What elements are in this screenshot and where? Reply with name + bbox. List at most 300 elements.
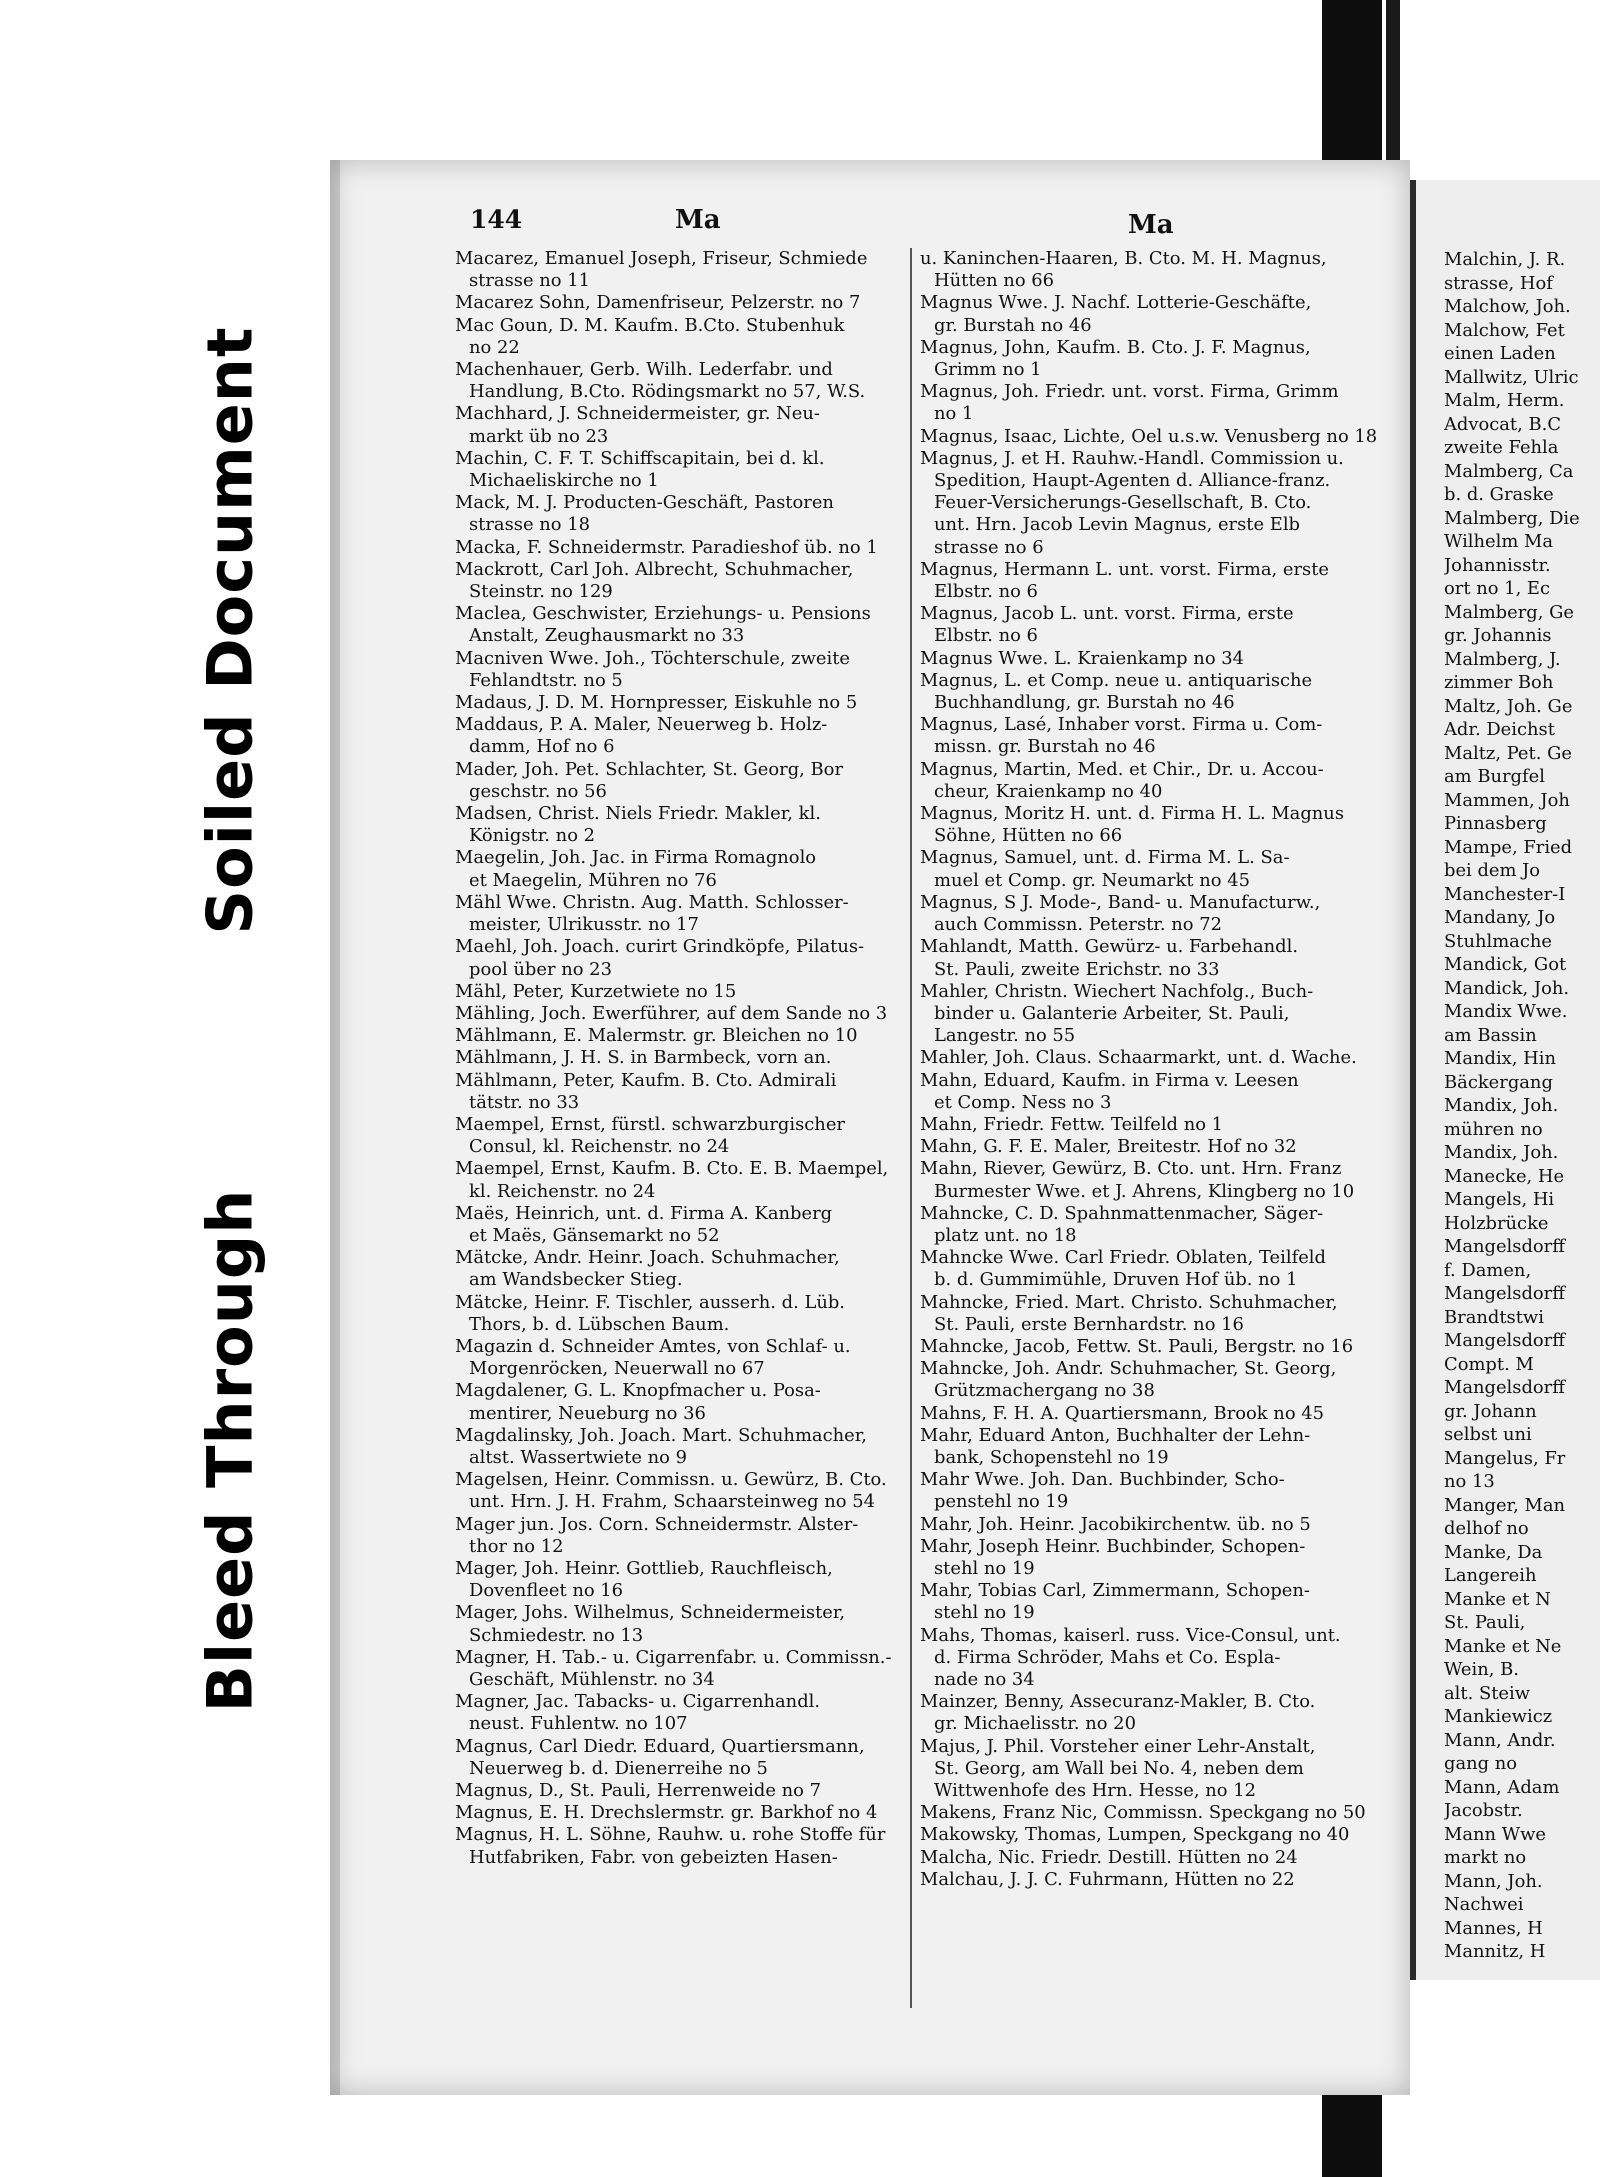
facing-line: Manchester-I [1444,883,1566,905]
facing-column [1444,248,1600,1964]
facing-line: no 13 [1444,1471,1495,1492]
entry-line: Magnus, J. et H. Rauhw.-Handl. Commission u. [920,447,1344,469]
directory-entry [455,1114,910,1158]
directory-entry [920,559,1365,603]
entry-continuation: et Comp. Ness no 3 [934,1091,1112,1113]
directory-entry [455,714,910,758]
entry-line: Mahncke, Joh. Andr. Schuhmacher, St. Georg, [920,1358,1337,1380]
directory-entry [920,1403,1365,1425]
directory-entry [920,1625,1365,1692]
entry-line: Mahn, Eduard, Kaufm. in Firma v. Leesen [920,1069,1299,1091]
entry-line: Mahr, Joh. Heinr. Jacobikirchentw. üb. no 5 [920,1513,1311,1535]
soiled-document-label [182,310,278,950]
entry-line: Magnus, S J. Mode-, Band- u. Manufacturw., [920,891,1321,913]
facing-line: einen Laden [1444,343,1556,364]
directory-entry [455,1380,910,1424]
entry-continuation: tätstr. no 33 [469,1091,580,1113]
entry-continuation: unt. Hrn. J. H. Frahm, Schaarsteinweg no 54 [469,1491,875,1513]
directory-entry [920,803,1365,847]
entry-continuation: no 22 [469,336,520,358]
facing-line: zimmer Boh [1444,672,1554,693]
entry-line: Magnus, E. H. Drechslermstr. gr. Barkhof no 4 [455,1802,878,1824]
directory-entry [455,1824,910,1868]
entry-line: Magnus, L. et Comp. neue u. antiquarische [920,669,1313,691]
facing-line: Malchin, J. R. [1444,249,1566,270]
entry-line: Maclea, Geschwister, Erziehungs- u. Pensions [455,603,871,625]
directory-entry [455,359,910,403]
facing-line: Mandany, Jo [1444,907,1556,928]
entry-continuation: d. Firma Schröder, Mahs et Co. Espla- [934,1646,1281,1668]
entry-continuation: Feuer-Versicherungs-Gesellschaft, B. Cto. [934,492,1312,514]
entry-line: Makens, Franz Nic, Commissn. Speckgang no 50 [920,1802,1366,1824]
facing-line: Mangelsdorff [1444,1330,1565,1351]
entry-continuation: Consul, kl. Reichenstr. no 24 [469,1136,730,1158]
facing-line: Manke, Da [1444,1541,1543,1563]
entry-line: Mahlandt, Matth. Gewürz- u. Farbehandl. [920,936,1299,958]
entry-line: Mahr Wwe. Joh. Dan. Buchbinder, Scho- [920,1469,1285,1491]
entry-continuation: Neuerweg b. d. Dienerreihe no 5 [469,1757,768,1779]
directory-entry [455,1336,910,1380]
facing-line: Mann, Joh. [1444,1870,1543,1892]
facing-line: Malmberg, Die [1444,507,1580,529]
entry-continuation: altst. Wassertwiete no 9 [469,1446,687,1468]
directory-entry [920,1247,1365,1291]
entry-line: Mack, M. J. Producten-Geschäft, Pastoren [455,492,834,514]
directory-entry [455,1602,910,1646]
entry-continuation: et Maës, Gänsemarkt no 52 [469,1224,720,1246]
entry-continuation: platz unt. no 18 [934,1224,1077,1246]
entry-line: Maddaus, P. A. Maler, Neuerweg b. Holz- [455,714,828,736]
facing-line: b. d. Graske [1444,484,1554,505]
facing-line: Mangelsdorff [1444,1236,1565,1257]
entry-line: Mahr, Tobias Carl, Zimmermann, Schopen- [920,1580,1310,1602]
entry-continuation: penstehl no 19 [934,1491,1069,1513]
entry-line: Magnus, Moritz H. unt. d. Firma H. L. Magnus [920,803,1345,825]
entry-line: Magnus Wwe. L. Kraienkamp no 34 [920,647,1245,669]
facing-line: Malmberg, J. [1444,648,1561,670]
entry-line: u. Kaninchen-Haaren, B. Cto. M. H. Magnus, [920,248,1327,269]
entry-line: Macarez Sohn, Damenfriseur, Pelzerstr. no 7 [455,292,861,314]
directory-entry [455,648,910,692]
facing-line: Mankiewicz [1444,1706,1553,1727]
entry-line: Malcha, Nic. Friedr. Destill. Hütten no 24 [920,1846,1298,1868]
entry-line: Mager, Johs. Wilhelmus, Schneidermeister, [455,1602,846,1624]
directory-entry [455,559,910,603]
directory-entry [455,537,910,559]
entry-continuation: Burmester Wwe. et J. Ahrens, Klingberg no 10 [934,1180,1355,1202]
directory-entry [920,1580,1365,1624]
directory-entry [455,403,910,447]
entry-line: Maempel, Ernst, fürstl. schwarzburgischer [455,1113,845,1135]
entry-line: Mac Goun, D. M. Kaufm. B.Cto. Stubenhuk [455,314,845,336]
directory-entry [920,1691,1365,1735]
facing-line: Malchow, Fet [1444,319,1565,341]
directory-entry [920,381,1365,425]
facing-line: Mandick, Got [1444,954,1567,975]
directory-entry [455,1514,910,1558]
facing-line: Mallwitz, Ulric [1444,366,1579,388]
entry-continuation: Buchhandlung, gr. Burstah no 46 [934,692,1235,714]
directory-entry [455,1691,910,1735]
entry-continuation: Königstr. no 2 [469,825,596,847]
entry-continuation: Wittwenhofe des Hrn. Hesse, no 12 [934,1780,1257,1802]
directory-entry [455,1736,910,1780]
facing-line: Wilhelm Ma [1444,531,1553,552]
entry-continuation: am Wandsbecker Stieg. [469,1269,683,1291]
entry-continuation: St. Pauli, zweite Erichstr. no 33 [934,958,1220,980]
entry-line: Malchau, J. J. C. Fuhrmann, Hütten no 22 [920,1868,1295,1890]
entry-line: Mahr, Eduard Anton, Buchhalter der Lehn- [920,1424,1311,1446]
entry-continuation: unt. Hrn. Jacob Levin Magnus, erste Elb [934,514,1300,536]
directory-entry [920,759,1365,803]
facing-line: Manke et N [1444,1588,1551,1610]
directory-entry [920,648,1365,670]
left-column [455,248,910,1869]
entry-line: Magner, Jac. Tabacks- u. Cigarrenhandl. [455,1691,821,1713]
entry-continuation: damm, Hof no 6 [469,736,615,758]
entry-line: Magnus, Hermann L. unt. vorst. Firma, erste [920,558,1329,580]
page-number: 144 [470,205,523,234]
entry-line: Magazin d. Schneider Amtes, von Schlaf- u. [455,1335,851,1357]
facing-line: Mangelsdorff [1444,1283,1565,1304]
entry-line: Mahncke, Jacob, Fettw. St. Pauli, Bergstr. no 16 [920,1335,1354,1357]
facing-line: Mandix Wwe. [1444,1001,1568,1022]
facing-line: Mannes, H [1444,1917,1543,1939]
entry-continuation: geschstr. no 56 [469,780,607,802]
entry-continuation: Thors, b. d. Lübschen Baum. [469,1313,730,1335]
facing-line: Mammen, Joh [1444,789,1570,811]
directory-entry [920,1114,1365,1136]
facing-line: Johannisstr. [1444,554,1551,576]
directory-entry [920,1802,1365,1824]
directory-entry [920,1469,1365,1513]
entry-line: Maës, Heinrich, unt. d. Firma A. Kanberg [455,1202,833,1224]
directory-entry [920,892,1365,936]
bleed-through-label [182,1170,278,1730]
facing-line: Maltz, Joh. Ge [1444,695,1573,717]
entry-line: Mählmann, Peter, Kaufm. B. Cto. Admirali [455,1069,837,1091]
entry-line: Maegelin, Joh. Jac. in Firma Romagnolo [455,847,817,869]
facing-line: gr. Johannis [1444,625,1552,646]
directory-entry [920,448,1365,559]
directory-entry [455,315,910,359]
entry-line: Mahncke, C. D. Spahnmattenmacher, Säger- [920,1202,1324,1224]
facing-line: Manecke, He [1444,1165,1565,1187]
directory-entry [920,337,1365,381]
entry-continuation: gr. Burstah no 46 [934,314,1092,336]
directory-entry [920,1514,1365,1536]
directory-entry [455,936,910,980]
facing-line: Stuhlmache [1444,930,1552,952]
entry-line: Macka, F. Schneidermstr. Paradieshof üb. no 1 [455,536,878,558]
entry-line: Mager jun. Jos. Corn. Schneidermstr. Alster- [455,1513,859,1535]
entry-line: Magnus, John, Kaufm. B. Cto. J. F. Magnus, [920,336,1311,358]
entry-line: Mager, Joh. Heinr. Gottlieb, Rauchfleisch, [455,1557,833,1579]
entry-continuation: Geschäft, Mühlenstr. no 34 [469,1669,715,1690]
directory-entry [455,448,910,492]
entry-continuation: neust. Fuhlentw. no 107 [469,1713,688,1735]
facing-line: Maltz, Pet. Ge [1444,742,1572,764]
entry-line: Mähl, Peter, Kurzetwiete no 15 [455,980,737,1002]
entry-line: Magnus, Samuel, unt. d. Firma M. L. Sa- [920,847,1290,869]
facing-line: bei dem Jo [1444,860,1541,881]
entry-line: Mählmann, E. Malermstr. gr. Bleichen no 10 [455,1025,858,1047]
entry-line: Mainzer, Benny, Assecuranz-Makler, B. Cto. [920,1691,1316,1713]
directory-entry [455,981,910,1003]
entry-line: Mähling, Joch. Ewerführer, auf dem Sande no 3 [455,1002,888,1024]
entry-line: Magnus, D., St. Pauli, Herrenweide no 7 [455,1780,821,1802]
facing-line: Mann, Andr. [1444,1729,1556,1751]
entry-continuation: kl. Reichenstr. no 24 [469,1180,656,1202]
entry-continuation: Hütten no 66 [934,270,1055,292]
facing-line: Jacobstr. [1444,1800,1523,1821]
directory-entry [920,1292,1365,1336]
entry-continuation: Elbstr. no 6 [934,625,1038,647]
entry-line: Magdalener, G. L. Knopfmacher u. Posa- [455,1380,821,1402]
column-header-right: Ma [1128,210,1174,240]
facing-line: am Bassin [1444,1024,1537,1046]
facing-line: Mandix, Joh. [1444,1142,1559,1163]
entry-continuation: Schmiedestr. no 13 [469,1624,644,1646]
entry-line: Mahns, F. H. A. Quartiersmann, Brook no 45 [920,1402,1325,1424]
directory-entry [455,603,910,647]
entry-line: Magnus, Lasé, Inhaber vorst. Firma u. Com- [920,714,1323,736]
entry-continuation: Langestr. no 55 [934,1025,1076,1047]
entry-continuation: pool über no 23 [469,958,612,980]
directory-entry [455,1802,910,1824]
directory-entry [455,1070,910,1114]
facing-line: Advocat, B.C [1444,413,1562,435]
directory-entry [455,1047,910,1069]
facing-line: alt. Steiw [1444,1682,1531,1704]
entry-continuation: strasse no 6 [934,536,1044,558]
directory-entry [455,759,910,803]
facing-line: Nachwei [1444,1894,1524,1915]
directory-entry [455,803,910,847]
entry-line: Mahn, Riever, Gewürz, B. Cto. unt. Hrn. Franz [920,1158,1342,1180]
entry-continuation: markt üb no 23 [469,425,609,447]
entry-continuation: strasse no 11 [469,270,590,292]
entry-line: Magnus, Jacob L. unt. vorst. Firma, erste [920,603,1294,625]
entry-continuation: Spedition, Haupt-Agenten d. Alliance-franz. [934,470,1331,492]
facing-line: Compt. M [1444,1353,1534,1375]
facing-line: Malchow, Joh. [1444,296,1571,317]
directory-entry [920,1847,1365,1869]
entry-continuation: Söhne, Hütten no 66 [934,825,1123,847]
entry-line: Mahs, Thomas, kaiserl. russ. Vice-Consul, unt. [920,1624,1341,1646]
entry-continuation: stehl no 19 [934,1557,1035,1579]
entry-line: Mahn, G. F. E. Maler, Breitestr. Hof no 32 [920,1136,1297,1158]
entry-continuation: cheur, Kraienkamp no 40 [934,780,1163,802]
entry-line: Madsen, Christ. Niels Friedr. Makler, kl. [455,803,821,825]
directory-entry [920,847,1365,891]
directory-entry [920,1425,1365,1469]
entry-continuation: Grimm no 1 [934,359,1042,381]
directory-entry [920,1869,1365,1891]
entry-line: Mätcke, Heinr. F. Tischler, ausserh. d. Lüb. [455,1291,845,1313]
entry-line: Makowsky, Thomas, Lumpen, Speckgang no 40 [920,1824,1350,1846]
facing-line: delhof no [1444,1518,1529,1539]
directory-entry [455,492,910,536]
directory-entry [455,248,910,292]
facing-line: Mandick, Joh. [1444,977,1570,999]
facing-line: Manke et Ne [1444,1635,1562,1657]
entry-line: Mackrott, Carl Joh. Albrecht, Schuhmacher, [455,558,854,580]
directory-entry [920,1736,1365,1803]
entry-continuation: St. Georg, am Wall bei No. 4, neben dem [934,1757,1304,1779]
entry-continuation: Anstalt, Zeughausmarkt no 33 [469,625,745,647]
directory-entry [920,981,1365,1048]
entry-continuation: Handlung, B.Cto. Rödingsmarkt no 57, W.S. [469,381,866,403]
entry-line: Magdalinsky, Joh. Joach. Mart. Schuhmacher, [455,1424,867,1446]
entry-line: Mahler, Christn. Wiechert Nachfolg., Buch- [920,980,1314,1002]
entry-line: Magelsen, Heinr. Commissn. u. Gewürz, B. Cto. [455,1469,887,1491]
entry-line: Magnus, H. L. Söhne, Rauhw. u. rohe Stoffe für [455,1824,886,1846]
entry-line: Mahncke, Fried. Mart. Christo. Schuhmacher, [920,1291,1338,1313]
directory-entry [455,1247,910,1291]
entry-line: Mahler, Joh. Claus. Schaarmarkt, unt. d. Wache. [920,1047,1357,1069]
directory-entry [920,292,1365,336]
entry-continuation: bank, Schopenstehl no 19 [934,1446,1169,1468]
facing-line: St. Pauli, [1444,1612,1526,1633]
facing-line: Mampe, Fried [1444,836,1573,858]
facing-line: Malmberg, Ge [1444,601,1574,623]
entry-continuation: thor no 12 [469,1535,564,1557]
facing-line: strasse, Hof [1444,272,1553,294]
entry-continuation: Dovenfleet no 16 [469,1580,624,1602]
directory-entry [920,670,1365,714]
entry-line: Magnus Wwe. J. Nachf. Lotterie-Geschäfte, [920,292,1312,314]
entry-continuation: gr. Michaelisstr. no 20 [934,1713,1136,1735]
directory-entry [920,1158,1365,1202]
entry-line: Mählmann, J. H. S. in Barmbeck, vorn an. [455,1047,832,1069]
bleed-through-text: Bleed Through [193,1188,267,1712]
directory-entry [455,1003,910,1025]
directory-entry [455,1425,910,1469]
facing-line: Mangelsdorff [1444,1377,1565,1398]
entry-line: Maehl, Joh. Joach. curirt Grindköpfe, Pilatus- [455,936,865,958]
entry-line: Magnus, Isaac, Lichte, Oel u.s.w. Venusberg no 18 [920,425,1378,447]
facing-line: Mandix, Joh. [1444,1095,1559,1116]
entry-continuation: auch Commissn. Peterstr. no 72 [934,914,1223,936]
entry-continuation: nade no 34 [934,1669,1035,1690]
directory-entry [920,1136,1365,1158]
facing-line: Mangels, Hi [1444,1189,1555,1210]
entry-line: Magnus, Carl Diedr. Eduard, Quartiersmann, [455,1735,865,1757]
facing-line: Mandix, Hin [1444,1048,1556,1069]
facing-line: mühren no [1444,1118,1543,1140]
directory-entry [455,292,910,314]
directory-entry [455,1292,910,1336]
entry-continuation: St. Pauli, erste Bernhardstr. no 16 [934,1313,1244,1335]
entry-continuation: Fehlandtstr. no 5 [469,669,623,691]
right-column [910,248,1378,2008]
facing-line: markt no [1444,1847,1527,1868]
directory-entry [920,1336,1365,1358]
directory-entry [455,1558,910,1602]
entry-continuation: Michaeliskirche no 1 [469,470,659,492]
entry-continuation: strasse no 18 [469,514,590,536]
soiled-document-text: Soiled Document [193,325,267,935]
facing-line: Malmberg, Ca [1444,460,1574,482]
directory-entry [920,1358,1365,1402]
entry-line: Maempel, Ernst, Kaufm. B. Cto. E. B. Maempel, [455,1158,889,1180]
directory-entry [455,1647,910,1691]
entry-continuation: Steinstr. no 129 [469,581,613,603]
directory-entry [920,425,1378,448]
entry-line: Mahr, Joseph Heinr. Buchbinder, Schopen- [920,1535,1306,1557]
facing-line: gr. Johann [1444,1400,1537,1422]
facing-line: am Burgfel [1444,766,1545,787]
entry-line: Magner, H. Tab.- u. Cigarrenfabr. u. Commissn.- [455,1646,892,1668]
entry-line: Mätcke, Andr. Heinr. Joach. Schuhmacher, [455,1247,840,1269]
directory-entry [455,1025,910,1047]
entry-continuation: no 1 [934,403,974,425]
directory-entry [455,1469,910,1513]
entry-continuation: Grützmachergang no 38 [934,1380,1155,1402]
entry-line: Machhard, J. Schneidermeister, gr. Neu- [455,403,820,425]
directory-entry [455,1780,910,1802]
entry-line: Machin, C. F. T. Schiffscapitain, bei d. kl. [455,447,825,469]
entry-line: Majus, J. Phil. Vorsteher einer Lehr-Anstalt, [920,1735,1316,1757]
facing-line: Mannitz, H [1444,1941,1546,1962]
entry-line: Magnus, Martin, Med. et Chir., Dr. u. Accou- [920,758,1324,780]
directory-entry [920,936,1365,980]
facing-line: Adr. Deichst [1444,719,1555,740]
directory-entry [455,1203,910,1247]
facing-line: gang no [1444,1753,1518,1774]
entry-line: Mader, Joh. Pet. Schlachter, St. Georg, Bor [455,758,843,780]
directory-entry [920,1536,1365,1580]
entry-line: Mähl Wwe. Christn. Aug. Matth. Schlosser- [455,891,849,913]
directory-entry [455,1158,910,1202]
facing-line: ort no 1, Ec [1444,578,1551,599]
entry-continuation: binder u. Galanterie Arbeiter, St. Pauli, [934,1002,1290,1024]
directory-entry [455,692,910,714]
entry-line: Madaus, J. D. M. Hornpresser, Eiskuhle no 5 [455,692,858,714]
facing-line: Pinnasberg [1444,813,1547,834]
facing-line: Bäckergang [1444,1071,1553,1093]
facing-line: Langereih [1444,1565,1537,1586]
entry-line: Machenhauer, Gerb. Wilh. Lederfabr. und [455,359,833,381]
entry-continuation: et Maegelin, Mühren no 76 [469,869,717,891]
directory-entry [920,1203,1365,1247]
entry-continuation: mentirer, Neueburg no 36 [469,1402,706,1424]
directory-entry [920,603,1365,647]
directory-entry [455,847,910,891]
column-header-left: Ma [675,205,721,235]
entry-line: Macniven Wwe. Joh., Töchterschule, zweite [455,647,850,669]
directory-entry [920,1047,1365,1069]
entry-continuation: Morgenröcken, Neuerwall no 67 [469,1358,765,1380]
entry-continuation: meister, Ulrikusstr. no 17 [469,914,699,936]
directory-entry [920,1824,1365,1846]
entry-line: Magnus, Joh. Friedr. unt. vorst. Firma, Grimm [920,381,1339,403]
entry-continuation: Hutfabriken, Fabr. von gebeizten Hasen- [469,1846,838,1868]
entry-line: Mahn, Friedr. Fettw. Teilfeld no 1 [920,1113,1224,1135]
directory-entry [920,714,1365,758]
facing-line: Holzbrücke [1444,1212,1549,1234]
facing-line: Brandtstwi [1444,1306,1544,1328]
directory-entry [920,1070,1365,1114]
entry-continuation: b. d. Gummimühle, Druven Hof üb. no 1 [934,1269,1298,1291]
entry-continuation: stehl no 19 [934,1602,1035,1624]
facing-line: zweite Fehla [1444,437,1559,458]
directory-entry [920,248,1365,292]
facing-line: Manger, Man [1444,1494,1566,1516]
entry-continuation: muel et Comp. gr. Neumarkt no 45 [934,869,1251,891]
entry-line: Mahncke Wwe. Carl Friedr. Oblaten, Teilfeld [920,1247,1326,1269]
